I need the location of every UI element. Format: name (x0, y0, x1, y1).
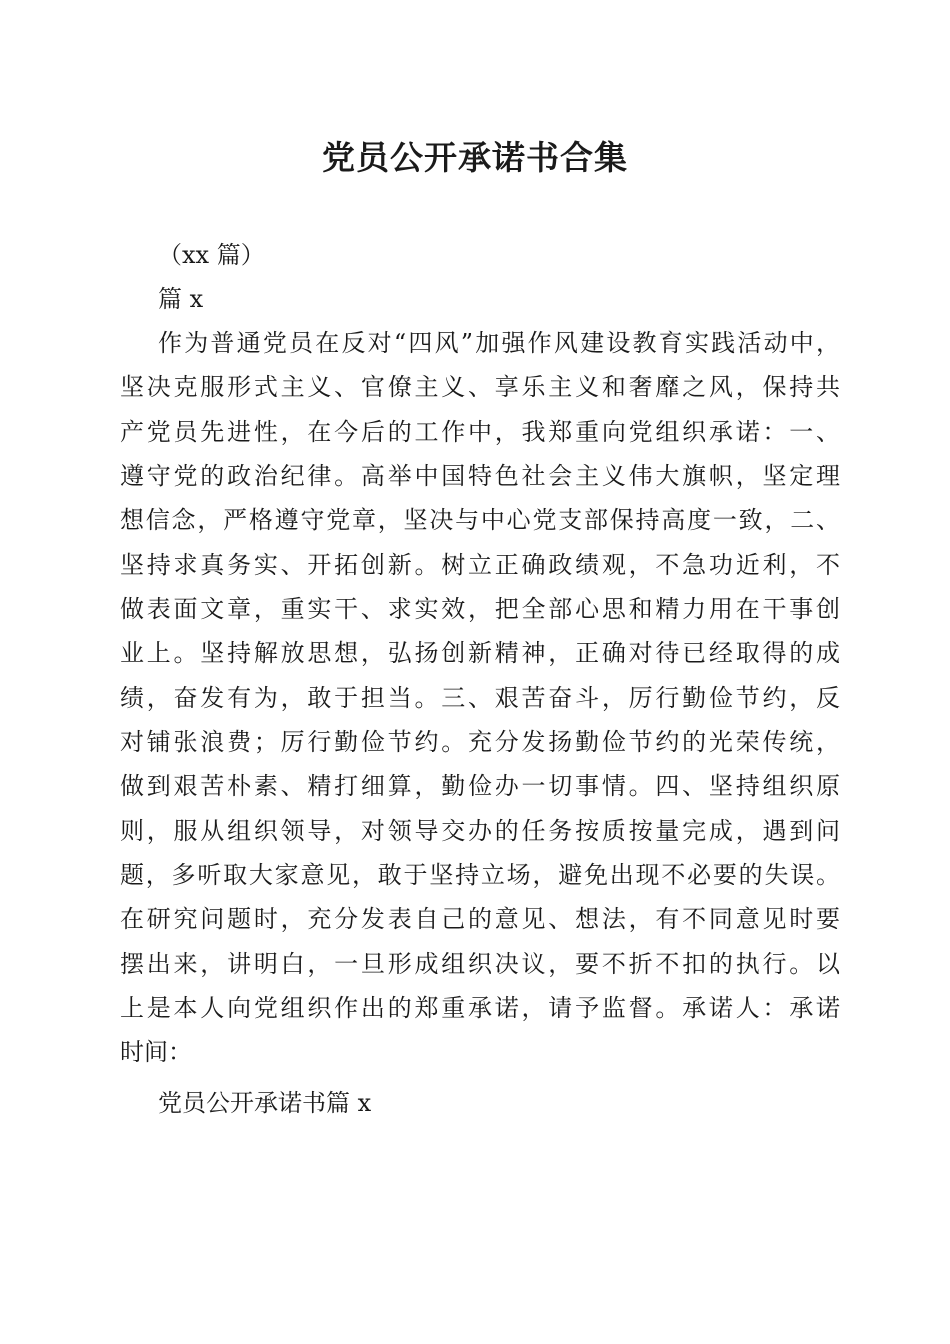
body-line: 做到艰苦朴素、精打细算，勤俭办一切事情。四、坚持组织原 (120, 772, 840, 800)
body-line: 业上。坚持解放思想，弘扬创新精神，正确对待已经取得的成 (120, 639, 840, 667)
body-line: 作为普通党员在反对“四风”加强作风建设教育实践活动中， (158, 329, 840, 357)
body-line: 题，多听取大家意见，敢于坚持立场，避免出现不必要的失误。 (120, 861, 840, 889)
body-line: 做表面文章，重实干、求实效，把全部心思和精力用在干事创 (120, 595, 840, 623)
body-line: 对铺张浪费；厉行勤俭节约。充分发扬勤俭节约的光荣传统， (120, 728, 840, 756)
body-line: 产党员先进性，在今后的工作中，我郑重向党组织承诺：一、 (120, 418, 840, 446)
body-line: 坚持求真务实、开拓创新。树立正确政绩观，不急功近利，不 (120, 551, 840, 579)
section-label: 篇 x (158, 285, 204, 313)
body-line: 遵守党的政治纪律。高举中国特色社会主义伟大旗帜，坚定理 (120, 462, 840, 490)
body-line: 上是本人向党组织作出的郑重承诺，请予监督。承诺人：承诺 (120, 994, 840, 1022)
body-line: 绩，奋发有为，敢于担当。三、艰苦奋斗，厉行勤俭节约，反 (120, 684, 840, 712)
subtitle-count: （xx 篇） (158, 241, 265, 269)
document-title: 党员公开承诺书合集 (322, 138, 628, 177)
body-line: 坚决克服形式主义、官僚主义、享乐主义和奢靡之风，保持共 (120, 373, 840, 401)
next-section-heading: 党员公开承诺书篇 x (158, 1089, 372, 1117)
body-line: 在研究问题时，充分发表自己的意见、想法，有不同意见时要 (120, 905, 840, 933)
body-line: 摆出来，讲明白，一旦形成组织决议，要不折不扣的执行。以 (120, 950, 840, 978)
body-line: 想信念，严格遵守党章，坚决与中心党支部保持高度一致，二、 (120, 506, 840, 534)
body-line: 则，服从组织领导，对领导交办的任务按质按量完成，遇到问 (120, 817, 840, 845)
body-line: 时间： (120, 1038, 192, 1066)
